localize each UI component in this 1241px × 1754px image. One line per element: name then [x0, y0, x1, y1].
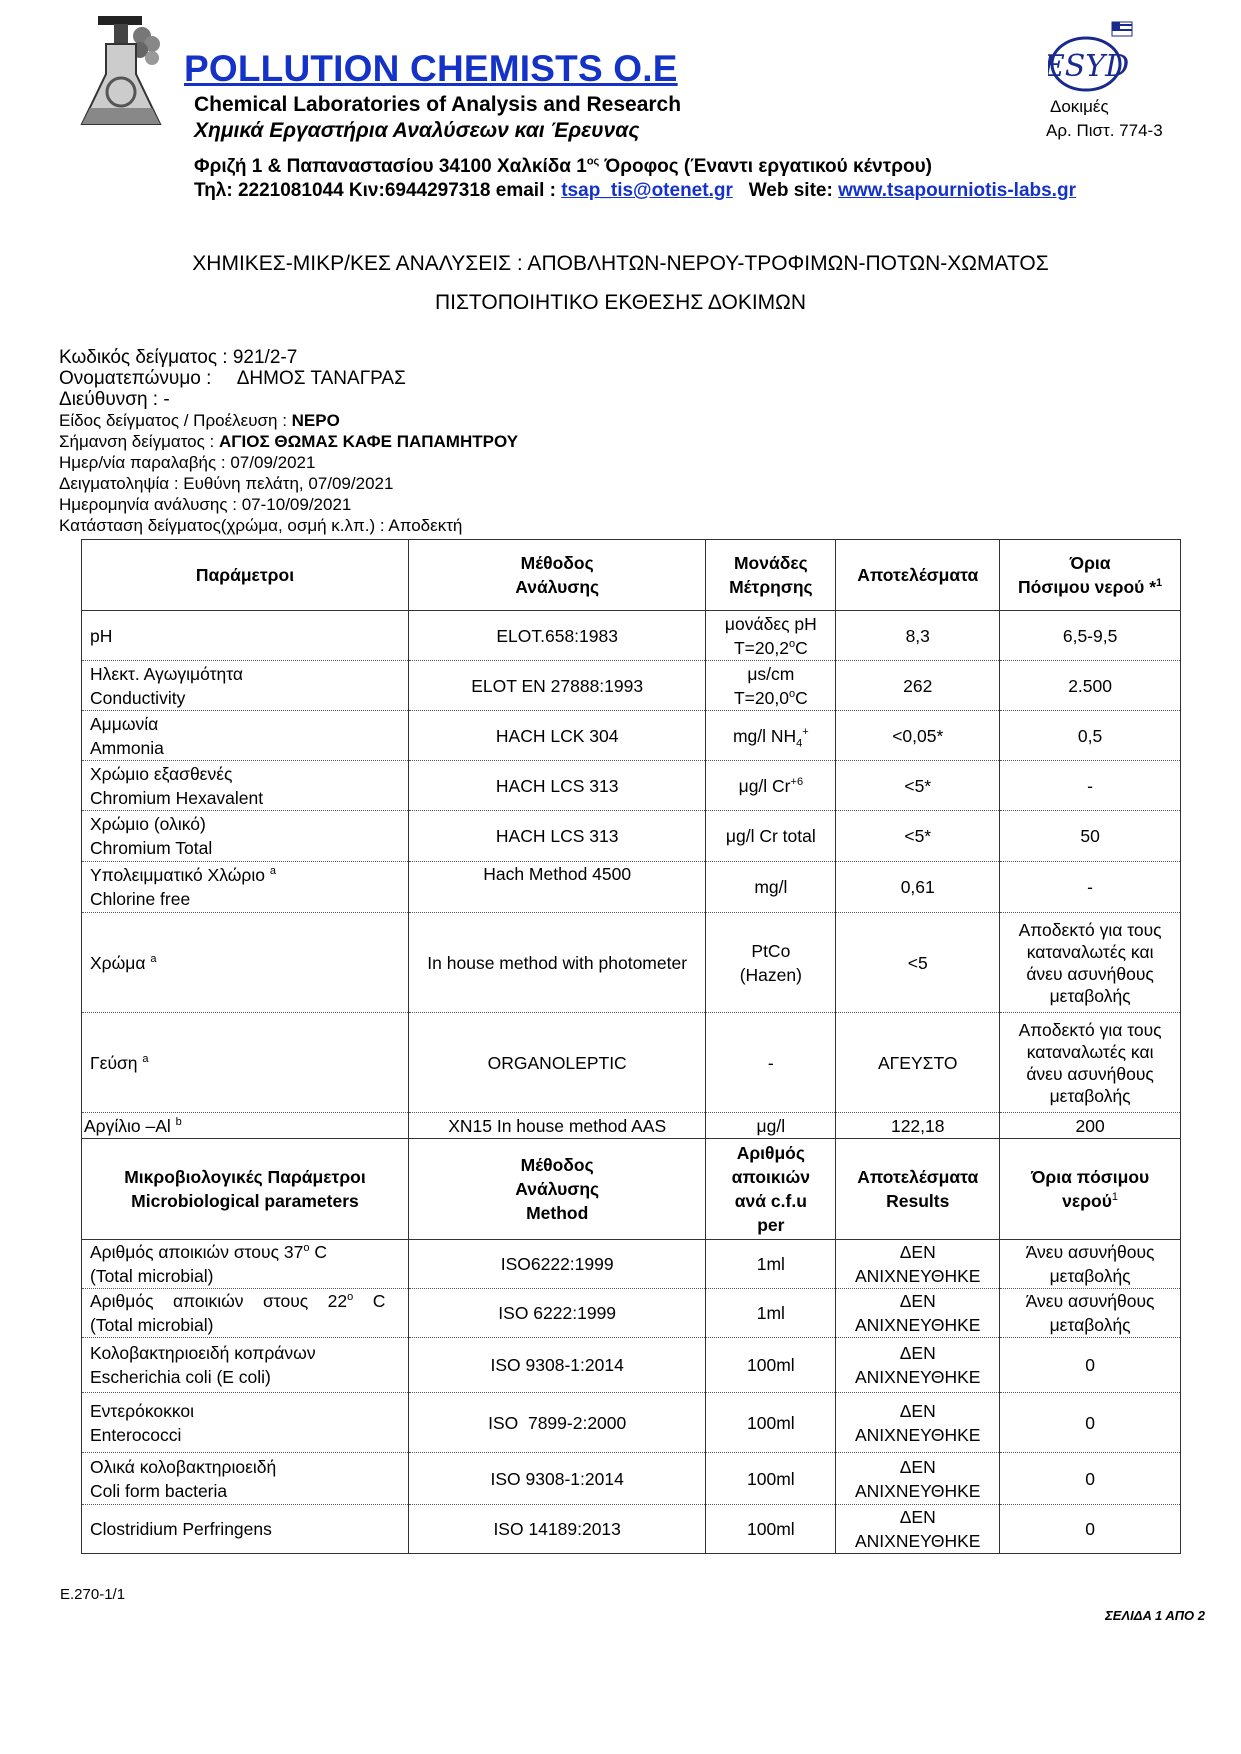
- cell-parameter: Εντερόκοκκοι Enterococci: [82, 1393, 409, 1453]
- cell-units: mg/l: [706, 862, 836, 913]
- table-row: [82, 1505, 1181, 1554]
- cell-units: 100ml: [706, 1338, 836, 1393]
- address-line: Φριζή 1 & Παπαναστασίου 34100 Χαλκίδα $1^{o\varsigma}$ Όροφος (Έναντι εργατικού κέντρου): [194, 155, 932, 177]
- cell-result: 122,18: [836, 1113, 1000, 1139]
- cell-limit: 200: [1000, 1113, 1181, 1139]
- micro-header-limits: Όρια πόσιμου νερού$^1$: [1000, 1139, 1181, 1240]
- cell-method: ISO 9308-1:2014: [408, 1338, 705, 1393]
- cell-units: -: [706, 1013, 836, 1113]
- sample-analysis-date: Ημερομηνία ανάλυσης : 07-10/09/2021: [59, 495, 352, 514]
- cell-units: 100ml: [706, 1393, 836, 1453]
- micro-header-results: Αποτελέσματα Results: [836, 1139, 1000, 1240]
- micro-header-method: Μέθοδος Ανάλυσης Method: [408, 1139, 705, 1240]
- cell-parameter: Ολικά κολοβακτηριοειδή Coli form bacteria: [82, 1453, 409, 1505]
- cell-result: ΑΓΕΥΣΤΟ: [836, 1013, 1000, 1113]
- cell-parameter: Clostridium Perfringens: [82, 1505, 409, 1554]
- cell-limit: Αποδεκτό για τους καταναλωτές και άνευ ασυνήθους μεταβολής: [1000, 1013, 1181, 1113]
- cell-result: <5*: [836, 811, 1000, 862]
- esyd-label: Δοκιμές: [1050, 97, 1109, 116]
- analysis-heading: ΧΗΜΙΚΕΣ-ΜΙΚΡ/ΚΕΣ ΑΝΑΛΥΣΕΙΣ : ΑΠΟΒΛΗΤΩΝ-ΝΕΡΟΥ-ΤΡΟΦΙΜΩΝ-ΠΟΤΩΝ-ΧΩΜΑΤΟΣ: [192, 252, 1049, 275]
- cell-units: PtCo (Hazen): [706, 913, 836, 1013]
- cell-parameter: Χρώμιο εξασθενές Chromium Hexavalent: [82, 761, 409, 811]
- table-row: [82, 761, 1181, 811]
- table-row: [82, 1338, 1181, 1393]
- cell-parameter: Ηλεκτ. Αγωγιμότητα Conductivity: [82, 661, 409, 711]
- cell-parameter: Αριθμός αποικιών στους 37$^o$ C (Total microbial): [82, 1240, 409, 1289]
- website-link[interactable]: www.tsapourniotis-labs.gr: [838, 180, 1076, 201]
- cell-parameter: pH: [82, 611, 409, 661]
- cell-method: ELOT EN 27888:1993: [408, 661, 705, 711]
- table-header-row: [82, 540, 1181, 611]
- cell-units: 100ml: [706, 1453, 836, 1505]
- cell-units: μg/l: [706, 1113, 836, 1139]
- cell-result: ΔΕΝ ΑΝΙΧΝΕΥΘΗΚΕ: [836, 1393, 1000, 1453]
- certificate-heading: ΠΙΣΤΟΠΟΙΗΤΙΚΟ ΕΚΘΕΣΗΣ ΔΟΚΙΜΩΝ: [434, 291, 807, 314]
- sample-address: Διεύθυνση : -: [59, 389, 170, 410]
- email-link[interactable]: tsap_tis@otenet.gr: [561, 180, 733, 201]
- table-row: [82, 811, 1181, 862]
- sample-received: Ημερ/νία παραλαβής : 07/09/2021: [59, 453, 316, 472]
- micro-header-row: [82, 1139, 1181, 1240]
- cell-result: <0,05*: [836, 711, 1000, 761]
- micro-header-parameters: Μικροβιολογικές Παράμετροι Microbiological parameters: [82, 1139, 409, 1240]
- cell-method: XN15 In house method AAS: [408, 1113, 705, 1139]
- header-limits: Όρια Πόσιμου νερού *$^1$: [1000, 540, 1181, 611]
- table-row: [82, 661, 1181, 711]
- cell-method: ELOT.658:1983: [408, 611, 705, 661]
- table-row: [82, 1393, 1181, 1453]
- cell-method: In house method with photometer: [408, 913, 705, 1013]
- cell-method: HACH LCS 313: [408, 761, 705, 811]
- cell-parameter: Αργίλιο –Al $^b$: [82, 1113, 409, 1139]
- cell-units: mg/l $NH_4^+$: [706, 711, 836, 761]
- esyd-logo: [1048, 20, 1134, 94]
- table-row: [82, 862, 1181, 913]
- header-parameters: Παράμετροι: [82, 540, 409, 611]
- cell-units: 1ml: [706, 1240, 836, 1289]
- cell-limit: Άνευ ασυνήθους μεταβολής: [1000, 1240, 1181, 1289]
- cell-limit: 0,5: [1000, 711, 1181, 761]
- cell-limit: -: [1000, 761, 1181, 811]
- table-row: [82, 1013, 1181, 1113]
- lab-flask-logo: [76, 14, 176, 132]
- cell-method: ISO 9308-1:2014: [408, 1453, 705, 1505]
- cell-method: ISO 14189:2013: [408, 1505, 705, 1554]
- results-table: [81, 539, 1181, 1554]
- cell-parameter: Γεύση $^a$: [82, 1013, 409, 1113]
- sample-info: [59, 347, 518, 536]
- cell-units: 100ml: [706, 1505, 836, 1554]
- cell-result: ΔΕΝ ΑΝΙΧΝΕΥΘΗΚΕ: [836, 1289, 1000, 1338]
- cell-parameter: Υπολειμματικό Χλώριο $^a$ Chlorine free: [82, 862, 409, 913]
- header-results: Αποτελέσματα: [836, 540, 1000, 611]
- sample-code: Κωδικός δείγματος : 921/2-7: [59, 347, 298, 368]
- subtitle-greek: Χημικά Εργαστήρια Αναλύσεων και Έρευνας: [194, 119, 640, 142]
- cell-result: ΔΕΝ ΑΝΙΧΝΕΥΘΗΚΕ: [836, 1338, 1000, 1393]
- cell-limit: 0: [1000, 1393, 1181, 1453]
- subtitle-english: Chemical Laboratories of Analysis and Research: [194, 93, 682, 116]
- cell-limit: 2.500: [1000, 661, 1181, 711]
- table-row: [82, 1289, 1181, 1338]
- micro-header-units: Αριθμός αποικιών ανά c.f.u per: [706, 1139, 836, 1240]
- cell-parameter: Χρώμα $^a$: [82, 913, 409, 1013]
- cell-result: ΔΕΝ ΑΝΙΧΝΕΥΘΗΚΕ: [836, 1505, 1000, 1554]
- cell-method: ISO 7899-2:2000: [408, 1393, 705, 1453]
- svg-text:ESYD: ESYD: [1048, 49, 1130, 84]
- company-name: POLLUTION CHEMISTS O.E: [184, 48, 678, 89]
- sample-name: Ονοματεπώνυμο : ΔΗΜΟΣ ΤΑΝΑΓΡΑΣ: [59, 368, 406, 389]
- cell-result: ΔΕΝ ΑΝΙΧΝΕΥΘΗΚΕ: [836, 1240, 1000, 1289]
- cell-limit: -: [1000, 862, 1181, 913]
- cell-units: μg/l Cr total: [706, 811, 836, 862]
- cell-result: ΔΕΝ ΑΝΙΧΝΕΥΘΗΚΕ: [836, 1453, 1000, 1505]
- page-number: ΣΕΛΙΔΑ 1 ΑΠΟ 2: [1105, 1608, 1205, 1623]
- contact-line: Τηλ: 2221081044 Κιν:6944297318 email : tsap_tis@otenet.gr Web site: www.tsapourniotis-labs.gr: [194, 180, 1076, 201]
- cell-units: μs/cm $T=20,0^oC$: [706, 661, 836, 711]
- cell-limit: 6,5-9,5: [1000, 611, 1181, 661]
- header-units: Μονάδες Μέτρησης: [706, 540, 836, 611]
- esyd-accreditation-number: Αρ. Πιστ. 774-3: [1046, 121, 1163, 140]
- cell-result: <5: [836, 913, 1000, 1013]
- cell-parameter: Αριθμός αποικιών στους 22$^o$ C (Total microbial): [82, 1289, 409, 1338]
- cell-result: 8,3: [836, 611, 1000, 661]
- form-code: E.270-1/1: [60, 1586, 126, 1603]
- cell-result: 262: [836, 661, 1000, 711]
- header-method: Μέθοδος Ανάλυσης: [408, 540, 705, 611]
- cell-parameter: Χρώμιο (ολικό) Chromium Total: [82, 811, 409, 862]
- cell-method: Hach Method 4500: [408, 862, 705, 913]
- cell-parameter: Κολοβακτηριοειδή κοπράνων Escherichia coli (E coli): [82, 1338, 409, 1393]
- table-row: [82, 1113, 1181, 1139]
- cell-limit: Άνευ ασυνήθους μεταβολής: [1000, 1289, 1181, 1338]
- cell-method: HACH LCK 304: [408, 711, 705, 761]
- table-row: [82, 611, 1181, 661]
- sample-type: Είδος δείγματος / Προέλευση : ΝΕΡΟ: [59, 411, 340, 430]
- cell-method: ORGANOLEPTIC: [408, 1013, 705, 1113]
- table-row: [82, 913, 1181, 1013]
- cell-method: ISO 6222:1999: [408, 1289, 705, 1338]
- table-row: [82, 711, 1181, 761]
- cell-limit: Αποδεκτό για τους καταναλωτές και άνευ ασυνήθους μεταβολής: [1000, 913, 1181, 1013]
- cell-limit: 0: [1000, 1338, 1181, 1393]
- cell-result: <5*: [836, 761, 1000, 811]
- table-row: [82, 1453, 1181, 1505]
- cell-units: μg/l $Cr^{+6}$: [706, 761, 836, 811]
- cell-method: ISO6222:1999: [408, 1240, 705, 1289]
- cell-units: μονάδες pH $T=20,2^oC$: [706, 611, 836, 661]
- cell-parameter: Αμμωνία Ammonia: [82, 711, 409, 761]
- sample-marking: Σήμανση δείγματος : ΑΓΙΟΣ ΘΩΜΑΣ ΚΑΦΕ ΠΑΠΑΜΗΤΡΟΥ: [59, 432, 519, 451]
- cell-method: HACH LCS 313: [408, 811, 705, 862]
- cell-limit: 0: [1000, 1505, 1181, 1554]
- table-row: [82, 1240, 1181, 1289]
- cell-result: 0,61: [836, 862, 1000, 913]
- sample-sampling: Δειγματοληψία : Ευθύνη πελάτη, 07/09/2021: [59, 474, 394, 493]
- cell-limit: 0: [1000, 1453, 1181, 1505]
- cell-units: 1ml: [706, 1289, 836, 1338]
- sample-condition: Κατάσταση δείγματος(χρώμα, οσμή κ.λπ.) : Αποδεκτή: [59, 516, 463, 535]
- cell-limit: 50: [1000, 811, 1181, 862]
